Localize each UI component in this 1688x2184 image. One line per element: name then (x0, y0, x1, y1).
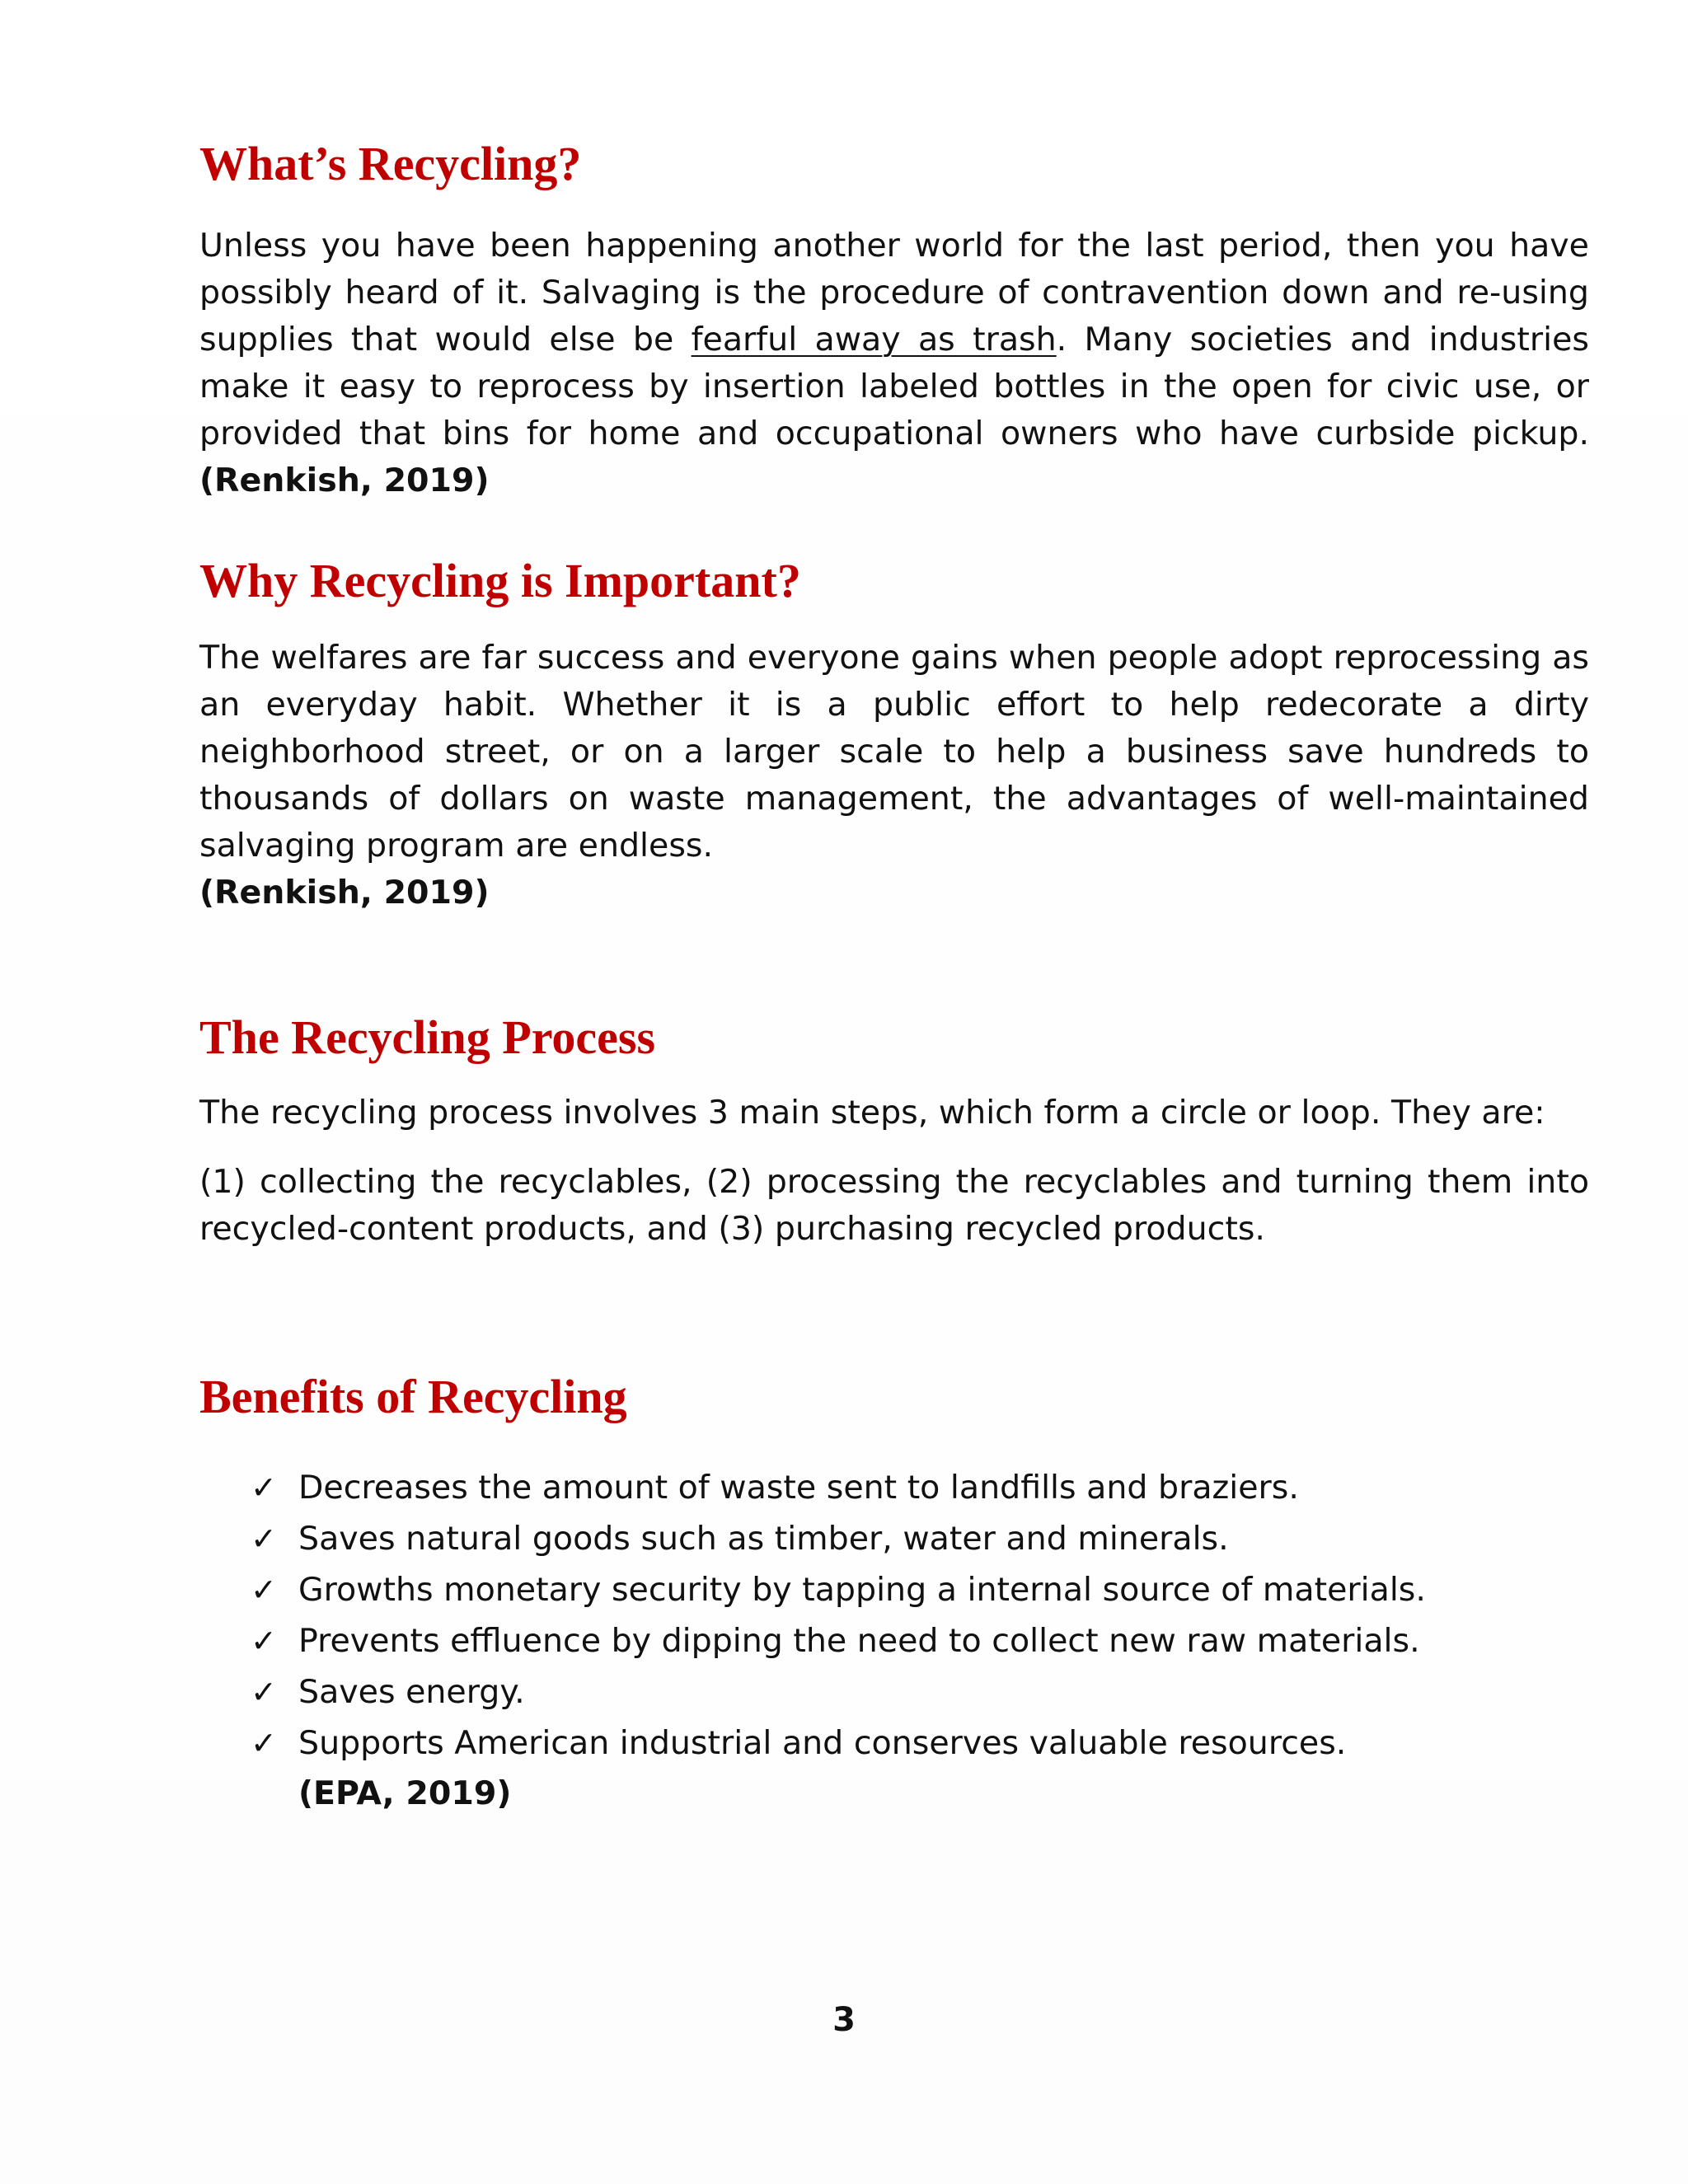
checkmark-icon: ✓ (251, 1521, 277, 1557)
section-paragraph-why-recycling-important (199, 635, 1589, 916)
section-paragraph-whats-recycling (199, 223, 1589, 504)
list-item-text: Growths monetary security by tapping a internal source of materials. (298, 1571, 1426, 1609)
section-paragraph-process-intro: The recycling process involves 3 main steps, which form a circle or loop. They are: (199, 1094, 1545, 1132)
checkmark-icon: ✓ (251, 1623, 277, 1659)
underlined-phrase: fearful away as trash (691, 321, 1057, 359)
checkmark-icon: ✓ (251, 1725, 277, 1761)
list-item-text: Supports American industrial and conserves valuable resources. (298, 1724, 1347, 1762)
citation: (Renkish, 2019) (199, 874, 490, 912)
citation: (Renkish, 2019) (199, 462, 490, 499)
list-item (249, 1718, 1426, 1769)
checkmark-icon: ✓ (251, 1674, 277, 1710)
section-paragraph-process-steps: (1) collecting the recyclables, (2) processing the recyclables and turning them into recycled-content products, and (3) purchasing recycled products. (199, 1163, 1589, 1248)
section-heading-why-recycling-important: Why Recycling is Important? (199, 554, 801, 607)
list-item-text: Saves natural goods such as timber, water and minerals. (298, 1520, 1229, 1558)
list-item-text: Saves energy. (298, 1673, 525, 1711)
benefits-citation: (EPA, 2019) (298, 1774, 512, 1812)
section-heading-recycling-process: The Recycling Process (199, 1010, 656, 1064)
checkmark-icon: ✓ (251, 1572, 277, 1608)
list-item-text: Decreases the amount of waste sent to landfills and braziers. (298, 1469, 1299, 1507)
checkmark-icon: ✓ (251, 1469, 277, 1506)
list-item (249, 1615, 1426, 1666)
section-heading-whats-recycling: What’s Recycling? (199, 137, 582, 190)
page-number: 3 (832, 2001, 856, 2039)
benefits-list (249, 1462, 1426, 1769)
list-item (249, 1564, 1426, 1615)
paragraph-text: Unless you have been happening another world for the last period, then you have possibly heard of it. Salvaging is the procedure of contravention down and re-using supplies that would else be (199, 227, 1589, 359)
list-item-text: Prevents effluence by dipping the need to collect new raw materials. (298, 1622, 1420, 1660)
list-item (249, 1666, 1426, 1718)
paragraph-text: . Many societies and industries make it easy to reprocess by insertion labeled bottles in the open for civic use, or provided that bins for home and occupational owners who have curbside pickup. (199, 321, 1589, 452)
list-item (249, 1462, 1426, 1513)
list-item (249, 1513, 1426, 1564)
section-heading-benefits: Benefits of Recycling (199, 1370, 627, 1423)
paragraph-text: The welfares are far success and everyone gains when people adopt reprocessing as an everyday habit. Whether it is a public effort to help redecorate a dirty neighborhood street, or on a larger scale to help a business save hundreds to thousands of dollars on waste management, the advantages of well-maintained salvaging program are endless. (199, 639, 1589, 865)
